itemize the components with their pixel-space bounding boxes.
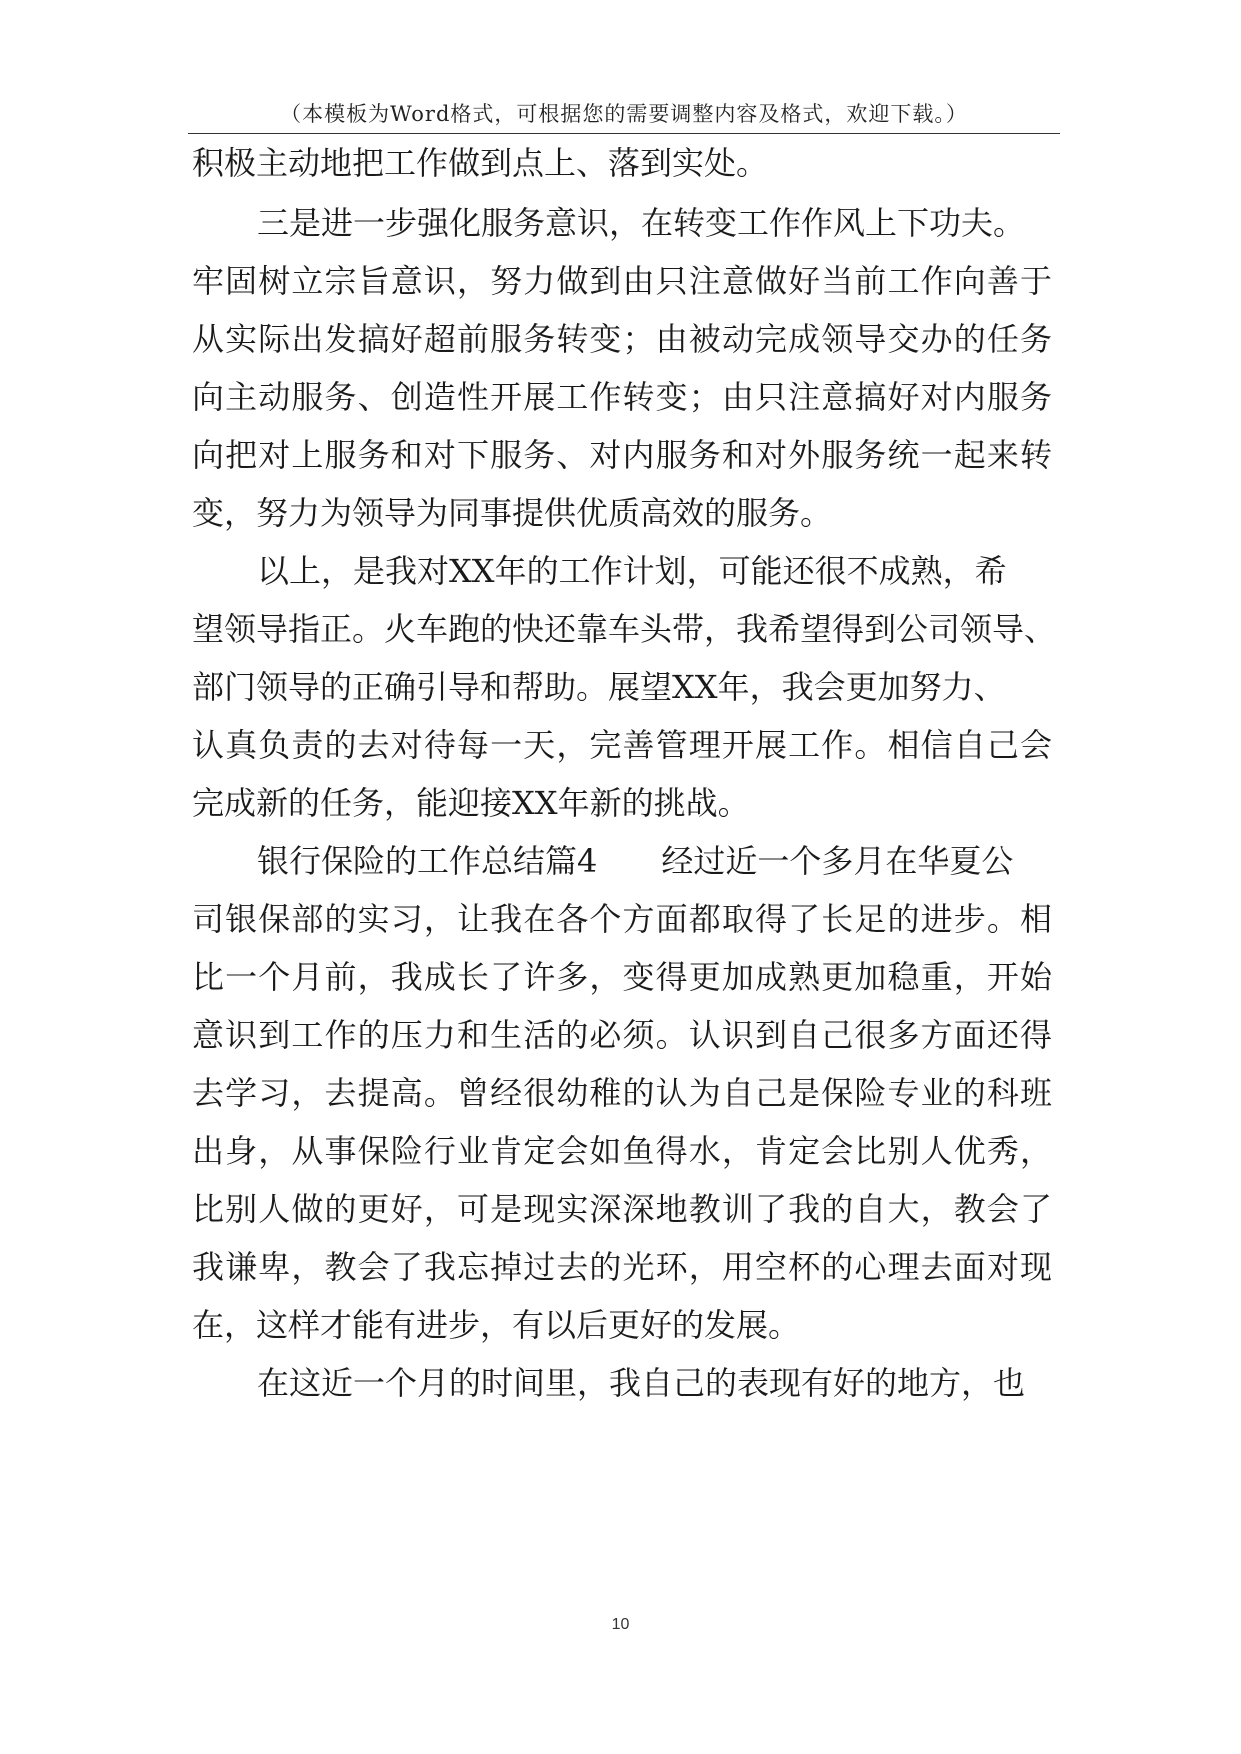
body-line: 望领导指正。火车跑的快还靠车头带，我希望得到公司领导、 (192, 610, 1057, 648)
body-line: 部门领导的正确引导和帮助。展望XX年，我会更加努力、 (192, 668, 1006, 706)
template-notice: （本模板为Word格式，可根据您的需要调整内容及格式，欢迎下载。） (280, 102, 968, 126)
page-number: 10 (611, 1616, 630, 1633)
body-line: 积极主动地把工作做到点上、落到实处。 (192, 144, 769, 182)
header-divider (188, 133, 1060, 134)
body-line: 去学习，去提高。曾经很幼稚的认为自己是保险专业的科班 (192, 1074, 1052, 1112)
body-line: 出身，从事保险行业肯定会如鱼得水，肯定会比别人优秀， (192, 1132, 1052, 1170)
section-heading-line: 银行保险的工作总结篇4 经过近一个多月在华夏公 (257, 842, 1014, 880)
body-line: 比一个月前，我成长了许多，变得更加成熟更加稳重，开始 (192, 958, 1052, 996)
body-line: 向主动服务、创造性开展工作转变；由只注意搞好对内服务 (192, 378, 1052, 416)
body-line: 比别人做的更好，可是现实深深地教训了我的自大，教会了 (192, 1190, 1052, 1228)
body-line: 完成新的任务，能迎接XX年新的挑战。 (192, 784, 750, 822)
paragraph-start-line: 在这近一个月的时间里，我自己的表现有好的地方，也 (257, 1364, 1026, 1402)
body-line: 牢固树立宗旨意识，努力做到由只注意做好当前工作向善于 (192, 262, 1052, 300)
body-line: 司银保部的实习，让我在各个方面都取得了长足的进步。相 (192, 900, 1052, 938)
body-line: 认真负责的去对待每一天，完善管理开展工作。相信自己会 (192, 726, 1052, 764)
body-line: 变，努力为领导为同事提供优质高效的服务。 (192, 494, 833, 532)
paragraph-start-line: 三是进一步强化服务意识，在转变工作作风上下功夫。 (257, 204, 1026, 242)
body-line: 意识到工作的压力和生活的必须。认识到自己很多方面还得 (192, 1016, 1052, 1054)
paragraph-start-line: 以上，是我对XX年的工作计划，可能还很不成熟，希 (257, 552, 1007, 590)
body-line: 从实际出发搞好超前服务转变；由被动完成领导交办的任务 (192, 320, 1052, 358)
body-line: 向把对上服务和对下服务、对内服务和对外服务统一起来转 (192, 436, 1052, 474)
body-line: 我谦卑，教会了我忘掉过去的光环，用空杯的心理去面对现 (192, 1248, 1052, 1286)
body-line: 在，这样才能有进步，有以后更好的发展。 (192, 1306, 801, 1344)
